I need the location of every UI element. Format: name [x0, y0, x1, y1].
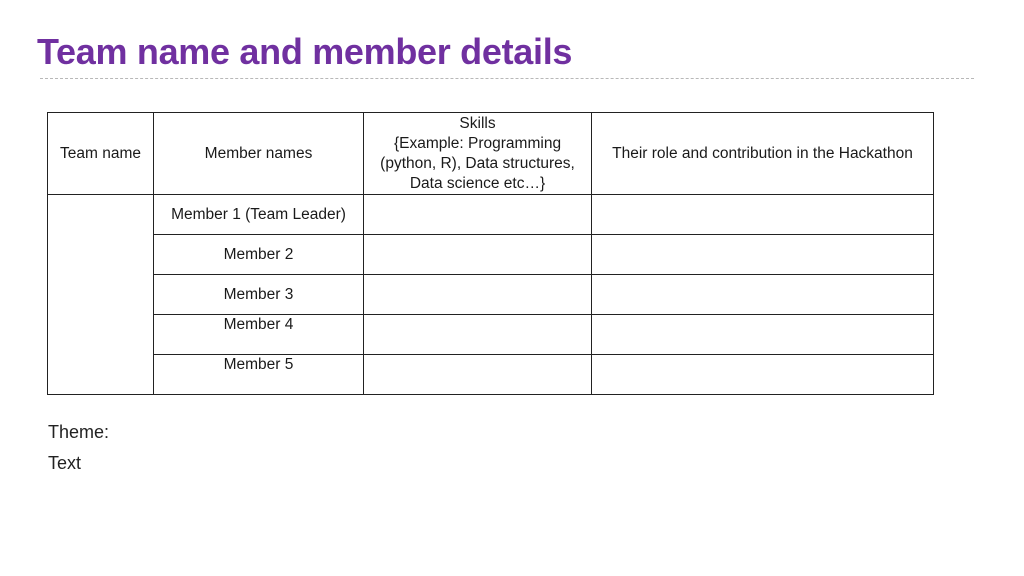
member-name-cell: Member 4 [154, 315, 364, 355]
skills-cell[interactable] [364, 195, 592, 235]
team-details-table [47, 112, 934, 395]
skills-cell[interactable] [364, 355, 592, 395]
header-skills-line: Skills [459, 114, 496, 132]
header-role: Their role and contribution in the Hackathon [592, 113, 934, 195]
team-name-cell[interactable] [48, 195, 154, 395]
header-skills-line: {Example: Programming [393, 134, 562, 152]
member-name-cell: Member 5 [154, 355, 364, 395]
title-divider [40, 78, 974, 79]
text-label: Text [48, 453, 82, 473]
member-name-cell: Member 2 [154, 235, 364, 275]
skills-cell[interactable] [364, 275, 592, 315]
table-row [48, 235, 934, 275]
table-row [48, 315, 934, 355]
role-cell[interactable] [592, 355, 934, 395]
table-row [48, 275, 934, 315]
role-cell[interactable] [592, 315, 934, 355]
member-name-cell: Member 1 (Team Leader) [154, 195, 364, 235]
member-name-cell: Member 3 [154, 275, 364, 315]
table-row [48, 195, 934, 235]
header-team-name: Team name [48, 113, 154, 195]
skills-cell[interactable] [364, 315, 592, 355]
header-member-names: Member names [154, 113, 364, 195]
header-skills [364, 113, 592, 195]
role-cell[interactable] [592, 275, 934, 315]
theme-label: Theme: [48, 422, 110, 442]
role-cell[interactable] [592, 195, 934, 235]
slide-title: Team name and member details [37, 31, 573, 72]
skills-cell[interactable] [364, 235, 592, 275]
header-skills-line: (python, R), Data structures, [380, 154, 575, 172]
table-row [48, 355, 934, 395]
table-header-row [48, 113, 934, 195]
header-skills-line: Data science etc…} [409, 174, 546, 192]
role-cell[interactable] [592, 235, 934, 275]
